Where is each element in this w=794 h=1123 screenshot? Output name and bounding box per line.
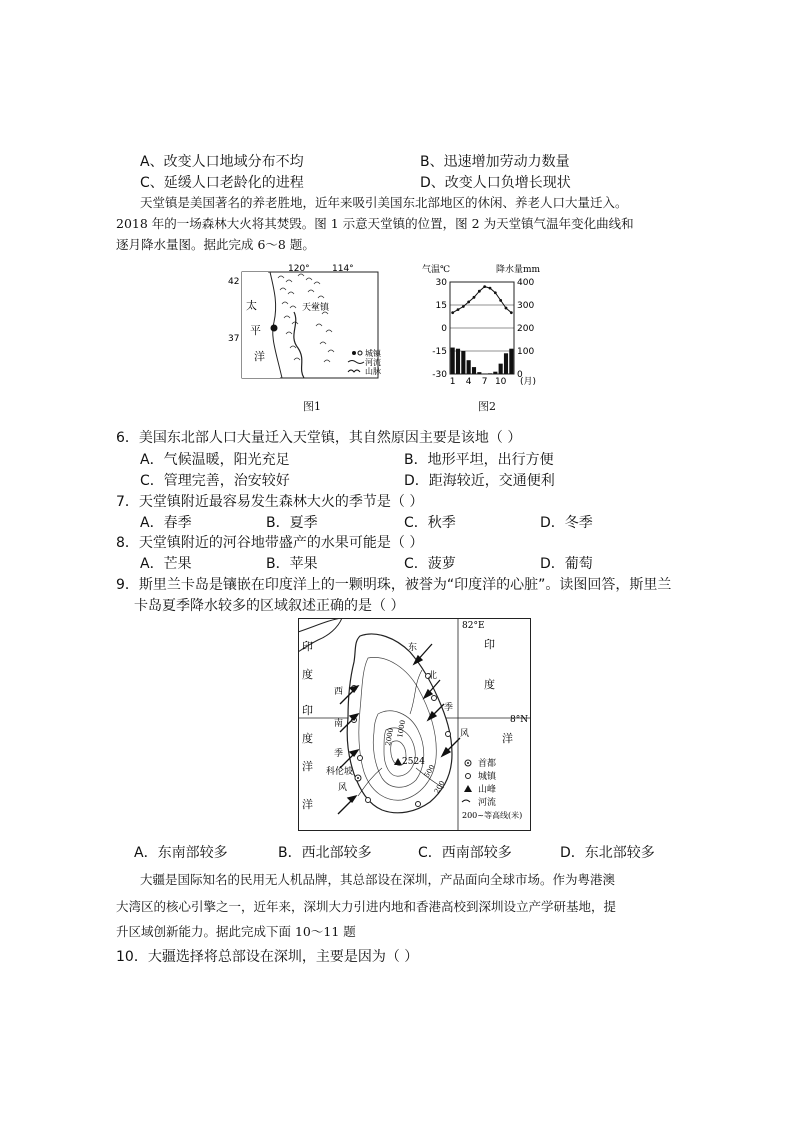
fig2-temp-point — [451, 311, 454, 314]
q7-stem: 7．天堂镇附近最容易发生森林大火的季节是（ ） — [116, 494, 424, 510]
q6-option-c: C．管理完善，治安较好 — [140, 473, 290, 489]
q8-option-c: C．菠萝 — [404, 556, 456, 572]
q5-option-b: B、迅速增加劳动力数量 — [420, 154, 570, 170]
fig2-precip-tick: 400 — [517, 278, 535, 288]
fig1-lat-1: 42 — [228, 277, 240, 287]
passage2-line2: 大湾区的核心引擎之一，近年来，深圳大力引进内地和香港高校到深圳设立产学研基地，提 — [116, 899, 617, 914]
map-lat: 8°N — [510, 715, 529, 725]
fig2-month-unit: (月) — [520, 377, 537, 387]
q6-option-a: A．气候温暖，阳光充足 — [140, 452, 290, 468]
map-legend-river: 河流 — [478, 798, 497, 808]
fig2-month-tick: 1 — [449, 377, 456, 387]
q6-option-b: B．地形平坦，出行方便 — [404, 452, 554, 468]
fig2-temp-point — [478, 290, 481, 293]
fig2-precip-axis-label: 降水量mm — [496, 265, 541, 275]
fig2-precip-bar — [477, 372, 481, 374]
map-contour-2000: 2000 — [384, 727, 396, 747]
map-sea-left-1: 印 — [302, 640, 313, 653]
fig1-legend-river: 河流 — [365, 358, 381, 367]
q7-option-b: B．夏季 — [266, 515, 318, 531]
fig2-precip-bar — [509, 349, 513, 374]
fig2-precip-bar — [456, 349, 460, 374]
map-wind-6: 南 — [334, 719, 344, 729]
map-wind-5: 西 — [334, 687, 344, 697]
srilanka-map — [298, 618, 531, 831]
map-sea-right-2: 度 — [484, 678, 495, 691]
map-city: 科伦坡 — [326, 767, 354, 777]
fig2-month-tick: 10 — [494, 377, 507, 387]
fig2-precip-bar — [499, 364, 503, 374]
q7-option-c: C．秋季 — [404, 515, 456, 531]
q9-option-d: D．东北部较多 — [560, 845, 655, 861]
fig2-precip-tick: 200 — [517, 324, 535, 334]
map-wind-1: 东 — [408, 643, 418, 653]
fig2-precip-bar — [461, 351, 465, 374]
passage1-line1: 天堂镇是美国著名的养老胜地，近年来吸引美国东北部地区的休闲、养老人口大量迁入。 — [140, 195, 628, 210]
q8-option-b: B．苹果 — [266, 556, 318, 572]
map-sea-left-4: 度 — [302, 732, 313, 745]
q8-option-a: A．芒果 — [140, 556, 192, 572]
fig2-temp-tick: -30 — [432, 370, 447, 380]
fig2-precip-bar — [472, 367, 476, 374]
fig1-ocean-1: 太 — [246, 299, 257, 312]
fig2-temp-tick: -15 — [432, 347, 447, 357]
map-sea-left-5: 洋 — [302, 760, 313, 773]
fig1-lat-2: 37 — [228, 334, 240, 344]
fig2-temp-tick: 30 — [435, 278, 447, 288]
q10-stem: 10．大疆选择将总部设在深圳，主要是因为（ ） — [116, 949, 419, 965]
fig2-precip-bar — [488, 373, 492, 374]
q5-option-d: D、改变人口负增长现状 — [420, 175, 571, 191]
map-sea-right-1: 印 — [484, 638, 495, 651]
q8-stem: 8．天堂镇附近的河谷地带盛产的水果可能是（ ） — [116, 535, 424, 551]
fig1-lon-1: 120° — [288, 264, 310, 274]
passage2-line3: 升区域创新能力。据此完成下面 10～11 题 — [116, 924, 356, 939]
q5-option-a: A、改变人口地域分布不均 — [140, 154, 304, 170]
fig2-precip-bar — [493, 372, 497, 374]
map-wind-8: 风 — [338, 783, 348, 793]
figure1-map — [228, 264, 388, 382]
map-legend-contour: 200~等高线(米) — [462, 811, 523, 820]
map-peak: 2524 — [402, 757, 425, 767]
map-sea-left-6: 洋 — [302, 798, 313, 811]
map-wind-7: 季 — [334, 749, 344, 759]
q9-stem-line2: 卡岛夏季降水较多的区域叙述正确的是（ ） — [134, 598, 405, 614]
passage1-line3: 逐月降水量图。据此完成 6～8 题。 — [116, 237, 315, 252]
q5-option-c: C、延缓人口老龄化的进程 — [140, 175, 304, 191]
fig1-legend-mountain: 山脉 — [365, 367, 381, 376]
fig2-temp-point — [483, 285, 486, 288]
map-legend-peak: 山峰 — [478, 785, 497, 795]
fig2-temp-point — [467, 301, 470, 304]
map-wind-4: 风 — [460, 729, 470, 739]
map-contour-500: 500 — [422, 763, 437, 779]
map-sea-left-3: 印 — [302, 704, 313, 717]
fig2-temp-point — [494, 291, 497, 294]
map-legend-capital: 首都 — [478, 759, 497, 769]
q7-option-a: A．春季 — [140, 515, 192, 531]
q7-option-d: D．冬季 — [540, 515, 593, 531]
fig2-temp-line — [453, 287, 512, 313]
fig2-temp-point — [457, 308, 460, 311]
fig2-month-tick: 4 — [465, 377, 472, 387]
fig2-temp-point — [489, 287, 492, 290]
fig2-precip-bar — [504, 353, 508, 374]
q8-option-d: D．葡萄 — [540, 556, 593, 572]
fig1-lon-2: 114° — [332, 264, 354, 274]
map-contour-200: 200 — [432, 779, 447, 795]
map-lon: 82°E — [462, 621, 485, 631]
fig2-precip-tick: 0 — [517, 370, 523, 380]
q9-option-c: C．西南部较多 — [418, 845, 512, 861]
q9-option-b: B．西北部较多 — [278, 845, 372, 861]
fig2-precip-tick: 100 — [517, 347, 535, 357]
fig2-temp-point — [510, 311, 513, 314]
fig1-ocean-3: 洋 — [254, 350, 265, 363]
map-wind-2: 北 — [428, 671, 438, 681]
q6-option-d: D．距海较近，交通便利 — [404, 473, 555, 489]
fig2-month-tick: 7 — [481, 377, 488, 387]
figure2-chart — [420, 262, 565, 388]
fig2-precip-tick: 300 — [517, 301, 535, 311]
fig2-precip-bar — [467, 360, 471, 374]
q9-option-a: A．东南部较多 — [134, 845, 228, 861]
fig2-temp-point — [505, 307, 508, 310]
figure1-caption: 图1 — [303, 400, 321, 413]
map-legend-town: 城镇 — [478, 772, 497, 782]
fig2-temp-point — [499, 299, 502, 302]
map-contour-1000: 1000 — [396, 719, 408, 739]
fig2-temp-point — [462, 305, 465, 308]
figure2-caption: 图2 — [478, 400, 496, 413]
fig2-temp-tick: 15 — [435, 301, 447, 311]
fig1-legend-town: 城镇 — [365, 349, 381, 358]
fig2-temp-tick: 0 — [441, 324, 447, 334]
map-sea-right-3: 洋 — [502, 732, 513, 745]
fig2-precip-bar — [451, 348, 455, 374]
fig2-temp-point — [473, 296, 476, 299]
passage2-line1: 大疆是国际知名的民用无人机品牌，其总部设在深圳，产品面向全球市场。作为粤港澳 — [140, 872, 616, 887]
q9-stem-line1: 9．斯里兰卡岛是镶嵌在印度洋上的一颗明珠，被誉为“印度洋的心脏”。读图回答，斯里兰 — [116, 577, 672, 593]
fig2-temp-axis-label: 气温℃ — [422, 265, 451, 275]
fig1-town-label: 天堂镇 — [302, 303, 330, 313]
fig1-ocean-2: 平 — [250, 324, 261, 337]
passage1-line2: 2018 年的一场森林大火将其焚毁。图 1 示意天堂镇的位置，图 2 为天堂镇气温年变化曲线和 — [116, 216, 634, 231]
q6-stem: 6．美国东北部人口大量迁入天堂镇，其自然原因主要是该地（ ） — [116, 430, 522, 446]
map-sea-left-2: 度 — [302, 668, 313, 681]
map-wind-3: 季 — [444, 703, 454, 713]
